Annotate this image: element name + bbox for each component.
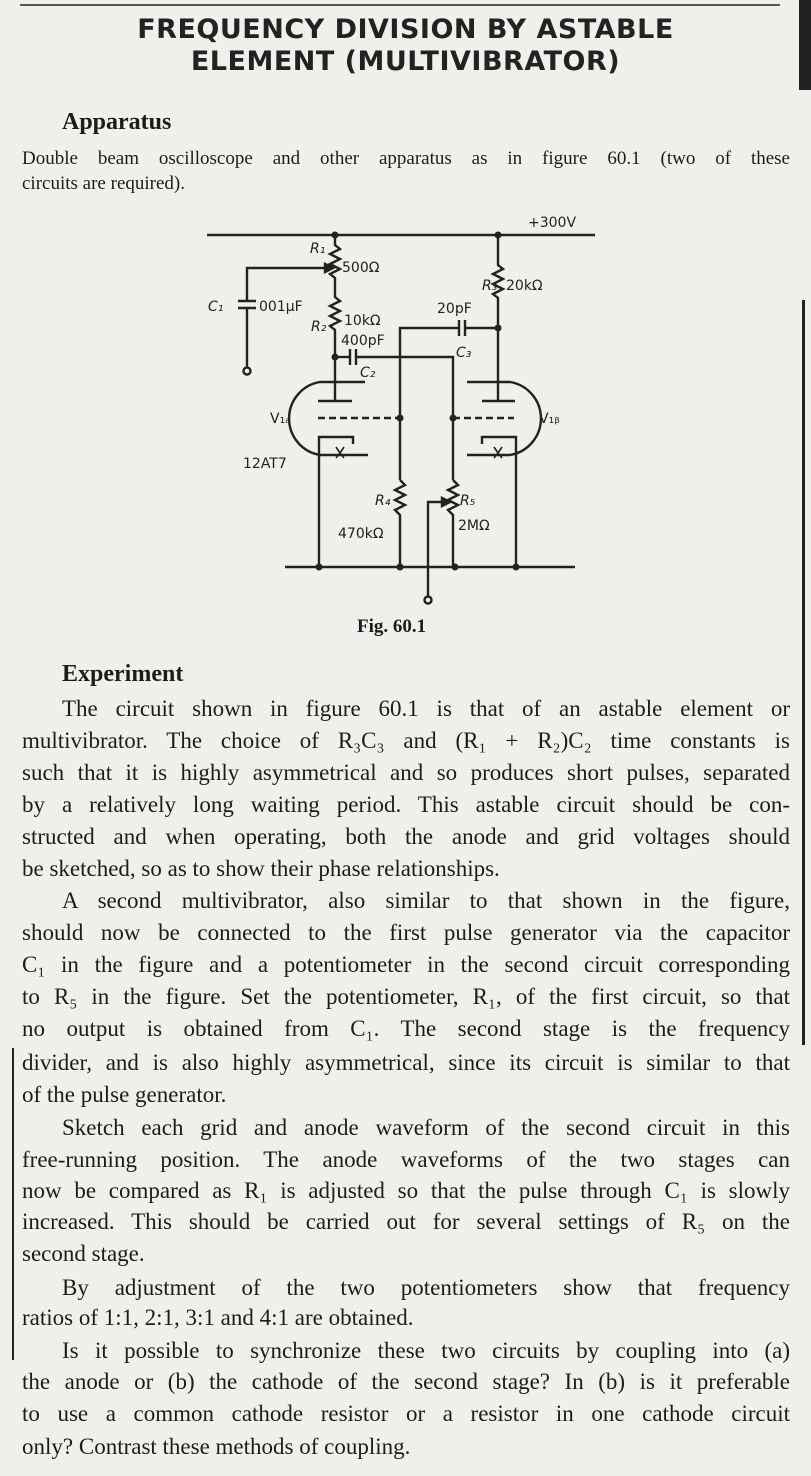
r5-label: R₅ [460, 493, 476, 509]
resistor-r4 [395, 480, 405, 567]
page-title-line2: ELEMENT (MULTIVIBRATOR) [190, 46, 621, 77]
text-line: ratios of 1:1, 2:1, 3:1 and 4:1 are obtained. [22, 1305, 414, 1330]
text-line: By adjustment of the two potentiometers show that frequency [62, 1275, 790, 1300]
text-line: by a relatively long waiting period. This astable circuit should be con- [22, 792, 790, 817]
text-line: structed and when operating, both the anode and grid voltages should [22, 824, 790, 849]
circuit-diagram [0, 0, 811, 640]
resistor-r3 [493, 235, 503, 401]
text-line: multivibrator. The choice of R₃C₃ and (R₁ + R₂)C₂ time constants is [22, 728, 790, 753]
page-title-line1: FREQUENCY DIVISION BY ASTABLE [137, 14, 674, 45]
r4-value: 470kΩ [338, 526, 384, 542]
text-line: of the pulse generator. [22, 1082, 227, 1107]
r2-value: 10kΩ [344, 313, 381, 329]
text-line: Double beam oscilloscope and other apparatus as in figure 60.1 (two of these [22, 148, 790, 169]
text-line: Is it possible to synchronize these two circuits by coupling into (a) [62, 1338, 790, 1363]
text-line: the anode or (b) the cathode of the second stage? In (b) is it preferable [22, 1369, 790, 1394]
text-line: free-running position. The anode waveforms of the two stages can [22, 1147, 790, 1172]
figure-caption: Fig. 60.1 [357, 616, 427, 637]
r2-label: R₂ [311, 319, 327, 335]
apparatus-heading: Apparatus [62, 109, 172, 135]
tube-type-label: 12AT7 [243, 456, 287, 472]
resistor-r5 [448, 480, 458, 567]
r3-value: 20kΩ [506, 278, 543, 294]
text-line: Sketch each grid and anode waveform of the second circuit in this [62, 1115, 790, 1140]
supply-label: +300V [528, 215, 577, 231]
r3-label: R₃ [482, 278, 498, 294]
text-line: divider, and is also highly asymmetrical, since its circuit is similar to that [22, 1050, 790, 1075]
text-line: A second multivibrator, also similar to that shown in the figure, [62, 888, 790, 913]
text-line: second stage. [22, 1241, 145, 1266]
experiment-heading: Experiment [62, 661, 184, 687]
text-line: such that it is highly asymmetrical and so produces short pulses, separated [22, 760, 790, 785]
text-line: The circuit shown in figure 60.1 is that of an astable element or [62, 696, 790, 721]
text-line: C₁ in the figure and a potentiometer in the second circuit corresponding [22, 952, 790, 977]
text-line: be sketched, so as to show their phase relationships. [22, 856, 500, 881]
text-line: to use a common cathode resistor or a resistor in one cathode circuit [22, 1401, 790, 1426]
c2-value: 400pF [341, 333, 385, 349]
c2-label: C₂ [360, 365, 376, 381]
r4-label: R₄ [375, 493, 391, 509]
scan-edge-line [12, 1048, 14, 1360]
v1b-label: V₁ᵦ [539, 411, 560, 427]
text-line: to R₅ in the figure. Set the potentiometer, R₁, of the first circuit, so that [22, 984, 790, 1009]
r1-value: 500Ω [342, 260, 380, 276]
text-line: increased. This should be carried out for several settings of R₅ on the [22, 1209, 790, 1234]
r1-label: R₁ [310, 241, 326, 257]
c1-label: C₁ [208, 299, 224, 315]
text-line: circuits are required). [22, 173, 185, 194]
c3-value: 20pF [437, 301, 472, 317]
c1-terminal [244, 368, 251, 375]
resistor-r1 [330, 235, 340, 357]
v1a-label: V₁ₐ [270, 411, 291, 427]
r5-terminal [425, 597, 432, 604]
c3-label: C₃ [456, 345, 472, 361]
c1-value: 001μF [259, 299, 303, 315]
text-line: now be compared as R₁ is adjusted so that the pulse through C₁ is slowly [22, 1178, 790, 1203]
text-line: should now be connected to the first pulse generator via the capacitor [22, 920, 790, 945]
text-line: only? Contrast these methods of coupling. [22, 1434, 411, 1459]
r5-value: 2MΩ [458, 518, 490, 534]
text-line: no output is obtained from C₁. The second stage is the frequency [22, 1016, 790, 1041]
